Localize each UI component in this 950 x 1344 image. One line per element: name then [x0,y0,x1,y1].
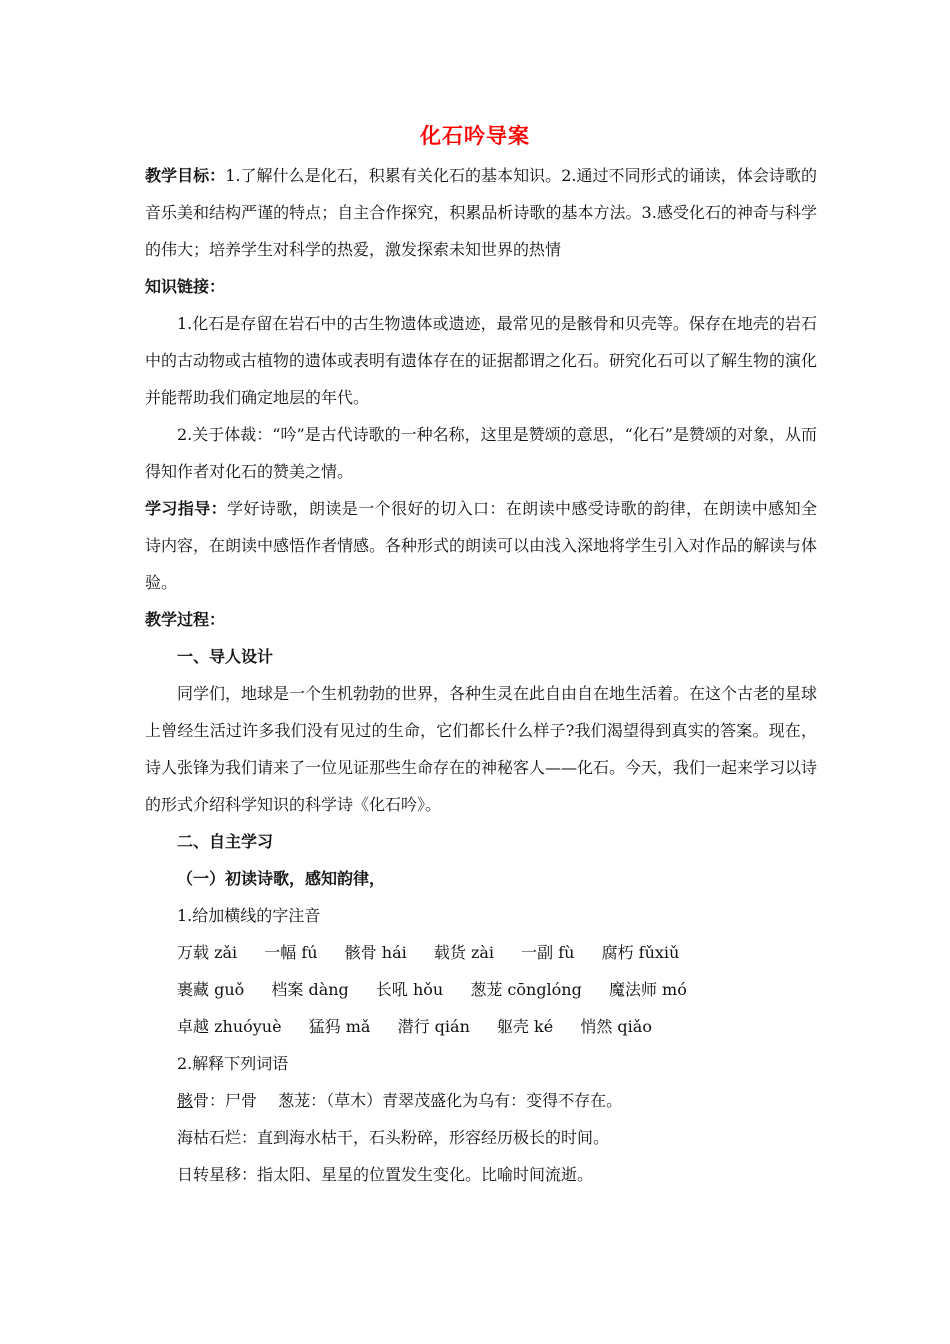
pinyin-item: 档案 dàng [271,980,349,999]
pinyin-item: 一副 fù [521,943,575,962]
pinyin-item: 万载 zǎi [177,943,238,962]
guide-text: 学好诗歌，朗读是一个很好的切入口：在朗读中感受诗歌的韵律，在朗读中感知全诗内容，在朗读中感悟作者情感。各种形式的朗读可以由浅入深地将学生引入对作品的解读与体验。 [145,499,818,592]
section1-heading: 一、导人设计 [177,647,274,666]
document-body [145,157,817,1193]
guide-paragraph [145,490,817,601]
pinyin-item: 潜行 qián [397,1017,470,1036]
objectives-paragraph [145,157,817,268]
objectives-text: 1.了解什么是化石，积累有关化石的基本知识。2.通过不同形式的诵读，体会诗歌的音乐美和结构严谨的特点；自主合作探究，积累品析诗歌的基本方法。3.感受化石的神奇与科学的伟大；培养学生对科学的热爱，激发探索未知世界的热情 [145,166,817,259]
pinyin-item: 腐朽 fǔxiǔ [601,943,680,962]
pinyin-item: 魔法师 mó [608,980,687,999]
definition-3: 日转星移：指太阳、星星的位置发生变化。比喻时间流逝。 [177,1165,594,1184]
document-title: 化石吟导案 [420,124,530,148]
pinyin-row-1 [145,934,817,971]
pinyin-row-2 [145,971,817,1008]
pinyin-item: 载货 zài [433,943,495,962]
process-label: 教学过程： [145,610,226,629]
knowledge-label: 知识链接： [145,277,226,296]
pinyin-item: 葱茏 cōnglóng [470,980,582,999]
pinyin-item: 躯壳 ké [496,1017,554,1036]
pinyin-item: 长吼 hǒu [375,980,444,999]
underlined-word: 骸 [177,1091,194,1110]
objectives-label: 教学目标： [145,166,226,185]
section2-heading: 二、自主学习 [177,832,274,851]
definition-1-text: 骨：尸骨 葱茏：（草木）青翠茂盛化为乌有：变得不存在。 [193,1091,623,1110]
pinyin-item: 一幅 fú [264,943,318,962]
definition-2: 海枯石烂：直到海水枯干，石头粉碎，形容经历极长的时间。 [177,1128,610,1147]
section2-sub1: （一）初读诗歌，感知韵律， [177,869,386,888]
knowledge-paragraph-2: 2.关于体裁：“吟”是古代诗歌的一种名称，这里是赞颂的意思，“化石”是赞颂的对象，从而得知作者对化石的赞美之情。 [145,425,817,481]
definition-1 [145,1082,817,1119]
section1-text: 同学们，地球是一个生机勃勃的世界，各种生灵在此自由自在地生活着。在这个古老的星球上曾经生活过许多我们没有见过的生命，它们都长什么样子?我们渴望得到真实的答案。现在，诗人张锋为我们请来了一位见证那些生命存在的神秘客人——化石。今天，我们一起来学习以诗的形式介绍科学知识的科学诗《化石吟》。 [145,684,818,814]
pinyin-row-3 [145,1008,817,1045]
pinyin-item: 骸骨 hái [344,943,407,962]
task1-text: 1.给加横线的字注音 [177,906,321,925]
knowledge-paragraph-1: 1.化石是存留在岩石中的古生物遗体或遗迹，最常见的是骸骨和贝壳等。保存在地壳的岩石中的古动物或古植物的遗体或表明有遗体存在的证据都谓之化石。研究化石可以了解生物的演化并能帮助我们确定地层的年代。 [145,314,818,407]
task2-text: 2.解释下列词语 [177,1054,289,1073]
guide-label: 学习指导： [145,499,227,518]
pinyin-item: 猛犸 mǎ [308,1017,371,1036]
pinyin-item: 裹藏 guǒ [177,980,245,999]
pinyin-item: 悄然 qiǎo [580,1017,652,1036]
pinyin-item: 卓越 zhuóyuè [177,1017,282,1036]
